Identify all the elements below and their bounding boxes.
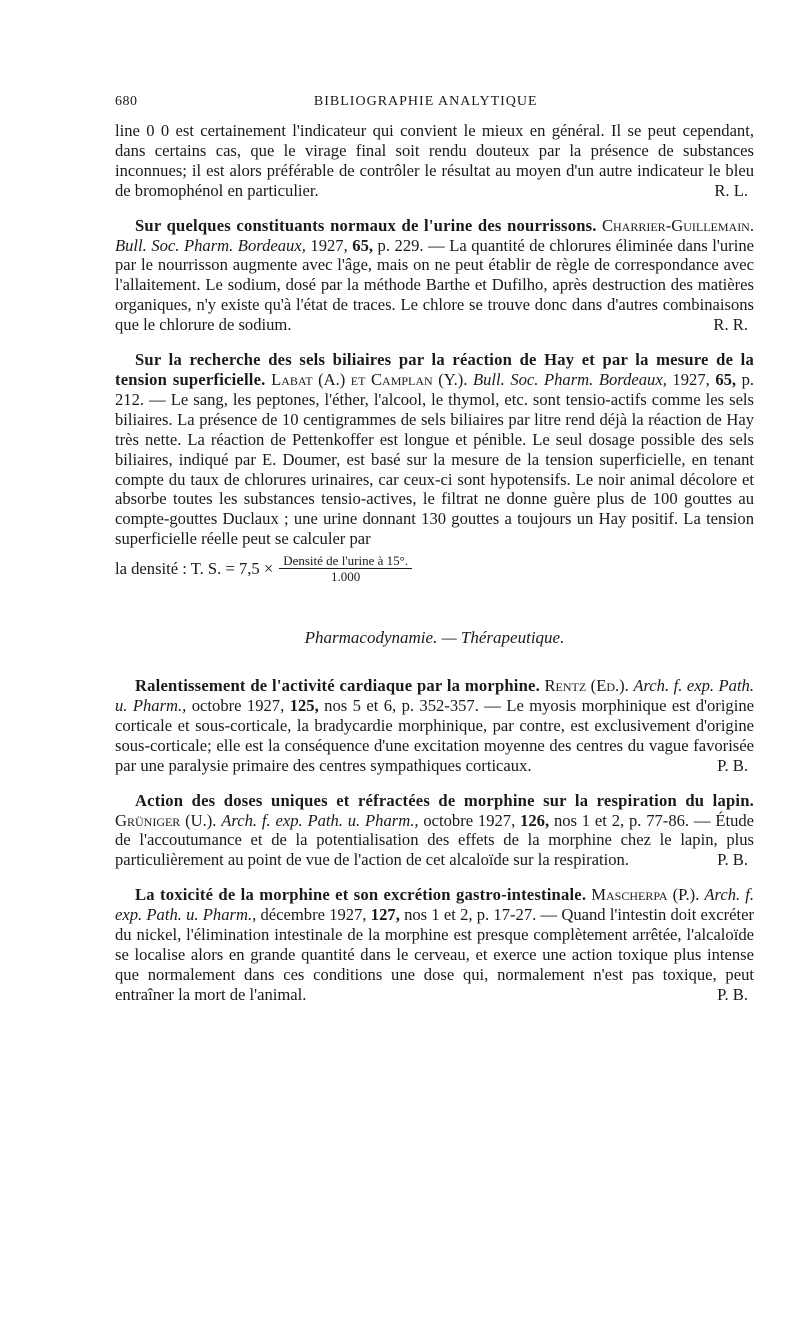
- article-journal: Arch. f. exp. Path. u. Pharm.,: [221, 810, 419, 830]
- article-title: Ralentissement de l'activité cardiaque par la morphine.: [135, 676, 540, 696]
- article-signature: R. R.: [713, 315, 748, 335]
- formula-prefix: la densité : T. S. = 7,5 ×: [115, 558, 274, 578]
- article-respiration-lapin: [115, 791, 754, 871]
- article-body: Étude de l'accoutumance et de la potentialisation des effets de la morphine chez le lapin, plus particulièrement au point de vue de l'action de cet alcaloïde sur la respiration.: [115, 810, 755, 870]
- article-pages: nos 1 et 2, p. 17-27. —: [404, 905, 558, 925]
- article-pages: nos 5 et 6, p. 352-357. —: [324, 696, 501, 716]
- article-date: décembre 1927,: [260, 905, 367, 925]
- article-date: 1927,: [310, 235, 348, 255]
- article-body: La quantité de chlorures éliminée dans l'urine par le nourrisson augmente avec l'âge, mais on ne peut établir de règle de correspondance avec l'allaitement. Le sodium, dosé par la méthode Barthe et Dufilho, après destruction des matières organiques, n'y existe qu'à l'état de traces. Le chlore se trouve donc dans d'autres combinaisons que le chlorure de sodium.: [115, 235, 754, 335]
- article-volume: 65,: [715, 369, 737, 389]
- formula-denominator: 1.000: [331, 569, 361, 585]
- formula-numerator: Densité de l'urine à 15°.: [279, 553, 412, 569]
- article-signature: P. B.: [717, 850, 748, 870]
- article-journal: Bull. Soc. Pharm. Bordeaux,: [115, 235, 306, 255]
- article-body: Quand l'intestin doit excréter du nickel, l'élimination intestinale de la morphine est presque complètement arrêtée, l'alcaloïde se localise alors en grande quantité dans le cerveau, et exerce une action toxique plus intense que normalement dans ces conditions une dose qui, normalement n'est pas toxique, peut entraîner la mort de l'animal.: [115, 905, 754, 1004]
- article-pages: p. 212. —: [115, 369, 755, 409]
- article-volume: 125,: [289, 696, 319, 716]
- article-authors: Charrier-Guillemain.: [601, 215, 754, 235]
- article-journal: Arch. f. exp. Path. u. Pharm.,: [115, 885, 754, 925]
- page-number: 680: [115, 94, 138, 109]
- article-title: La toxicité de la morphine et son excrétion gastro-intestinale.: [135, 885, 587, 905]
- article-date: octobre 1927,: [191, 696, 285, 716]
- article-authors: Rentz (Ed.).: [544, 676, 629, 696]
- intro-text: line 0 0 est certainement l'indicateur qui convient le mieux en général. Il se peut cependant, dans certains cas, que le virage final soit rendu douteux par la présence de substances inconnues; il est alors préférable de contrôler le résultat au moyen d'un autre indicateur le bleu de bromophénol en particulier.: [115, 121, 754, 200]
- article-title: Sur quelques constituants normaux de l'urine des nourrissons.: [135, 215, 597, 235]
- article-toxicite-morphine: [115, 885, 754, 1004]
- article-sels-biliaires: [115, 350, 754, 549]
- article-journal: Arch. f. exp. Path. u. Pharm.,: [115, 676, 755, 716]
- article-date: octobre 1927,: [423, 810, 516, 830]
- intro-signature: R. L.: [714, 180, 748, 200]
- article-title: Action des doses uniques et réfractées de morphine sur la respiration du lapin.: [135, 790, 754, 810]
- article-body: Le myosis morphinique est d'origine corticale et sous-corticale, la bradycardie morphinique, par contre, est exclusivement d'origine sous-corticale; elle est la conséquence d'une excitation moyenne des centres du vague favorisée par une paralysie primaire des centres sympathiques corticaux.: [115, 696, 755, 775]
- article-volume: 65,: [352, 235, 374, 255]
- article-authors: Grüniger (U.).: [115, 810, 217, 830]
- surface-tension-formula: [115, 553, 754, 584]
- article-volume: 126,: [520, 810, 550, 830]
- article-volume: 127,: [370, 905, 400, 925]
- article-activite-cardiaque: [115, 676, 754, 776]
- article-body: Le sang, les peptones, l'éther, l'alcool, le thymol, etc. sont tensio-actifs comme les sels biliaires. La présence de 10 centigrammes de sels biliaires par litre rend déjà la réaction de Hay très nette. La réaction de Pettenkoffer est longue et pénible. Le seul dosage possible des sels biliaires, indiqué par E. Doumer, est basé sur la mesure de la tension superficielle, en tenant compte du taux de chlorures urinaires, car ceux-ci sont hypotensifs. Le noir animal décolore et absorbe toutes les substances tensio-actives, le filtrat ne donne guère plus de 100 gouttes au compte-gouttes Duclaux ; une urine donnant 130 gouttes a toujours un Hay positif. La tension superficielle réelle peut se calculer par: [115, 389, 754, 549]
- article-pages: p. 229. —: [377, 235, 445, 255]
- page-header: [115, 94, 754, 110]
- article-title: Sur la recherche des sels biliaires par la réaction de Hay et par la mesure de la tension superficielle.: [115, 350, 754, 389]
- section-heading: Pharmacodynamie. — Thérapeutique.: [304, 628, 565, 648]
- article-date: 1927,: [672, 369, 710, 389]
- article-authors: Mascherpa (P.).: [591, 885, 700, 905]
- article-signature: P. B.: [717, 984, 748, 1004]
- article-urine-nourrissons: [115, 216, 754, 335]
- intro-paragraph: [115, 121, 754, 201]
- article-pages: nos 1 et 2, p. 77-86. —: [553, 810, 711, 830]
- article-signature: P. B.: [717, 755, 748, 775]
- running-title: BIBLIOGRAPHIE ANALYTIQUE: [313, 94, 538, 109]
- article-journal: Bull. Soc. Pharm. Bordeaux,: [473, 369, 667, 389]
- article-authors: Labat (A.) et Camplan (Y.).: [271, 369, 468, 389]
- formula-fraction: [279, 553, 412, 584]
